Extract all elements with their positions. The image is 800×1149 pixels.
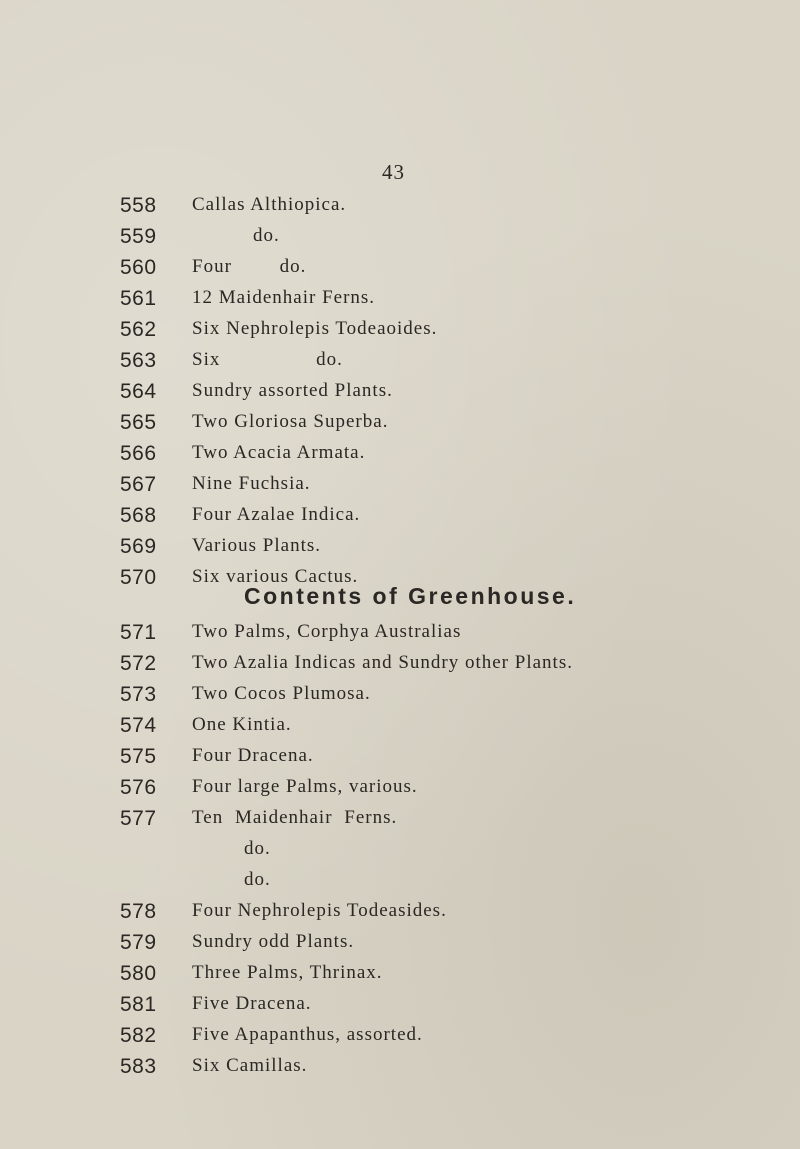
lot-description: Sundry odd Plants. <box>192 931 355 952</box>
lot-description: Four do. <box>192 256 307 277</box>
lot-row <box>0 838 800 868</box>
lot-description: do. <box>253 225 280 246</box>
lot-number: 562 <box>120 318 157 341</box>
lot-description: Two Cocos Plumosa. <box>192 683 371 704</box>
lot-number: 565 <box>120 411 157 434</box>
lot-description: Sundry assorted Plants. <box>192 380 393 401</box>
lot-row <box>0 714 800 744</box>
lot-description: do. <box>244 869 271 890</box>
lot-row <box>0 869 800 899</box>
lot-number: 570 <box>120 566 157 589</box>
lot-row <box>0 194 800 224</box>
lot-number: 575 <box>120 745 157 768</box>
lot-description: Two Acacia Armata. <box>192 442 366 463</box>
lot-description: Four Dracena. <box>192 745 314 766</box>
lot-description: One Kintia. <box>192 714 292 735</box>
lot-number: 580 <box>120 962 157 985</box>
lot-row <box>0 442 800 472</box>
lot-description: Various Plants. <box>192 535 321 556</box>
lot-row <box>0 318 800 348</box>
lot-description: Ten Maidenhair Ferns. <box>192 807 398 828</box>
section-heading: Contents of Greenhouse. <box>244 583 577 609</box>
lot-number: 573 <box>120 683 157 706</box>
lot-description: Four Nephrolepis Todeasides. <box>192 900 447 921</box>
lot-row <box>0 380 800 410</box>
lot-description: Six do. <box>192 349 343 370</box>
lot-row <box>0 621 800 651</box>
lot-number: 576 <box>120 776 157 799</box>
lot-row <box>0 411 800 441</box>
lot-number: 581 <box>120 993 157 1016</box>
page-number: 43 <box>382 160 405 184</box>
lot-description: Six various Cactus. <box>192 566 359 587</box>
lot-row <box>0 256 800 286</box>
lot-number: 582 <box>120 1024 157 1047</box>
lot-row <box>0 931 800 961</box>
lot-row <box>0 776 800 806</box>
lot-row <box>0 745 800 775</box>
lot-description: Nine Fuchsia. <box>192 473 311 494</box>
lot-description: do. <box>244 838 271 859</box>
lot-row <box>0 683 800 713</box>
lot-row <box>0 504 800 534</box>
lot-row <box>0 287 800 317</box>
lot-number: 559 <box>120 225 157 248</box>
lot-number: 567 <box>120 473 157 496</box>
lot-number: 574 <box>120 714 157 737</box>
lot-row <box>0 225 800 255</box>
lot-description: Five Apapanthus, assorted. <box>192 1024 423 1045</box>
lot-number: 571 <box>120 621 157 644</box>
lot-description: Two Palms, Corphya Australias <box>192 621 462 642</box>
lot-row <box>0 652 800 682</box>
lot-description: Five Dracena. <box>192 993 312 1014</box>
lot-row <box>0 993 800 1023</box>
lot-number: 568 <box>120 504 157 527</box>
lot-number: 558 <box>120 194 157 217</box>
lot-number: 572 <box>120 652 157 675</box>
lot-number: 560 <box>120 256 157 279</box>
lot-number: 563 <box>120 349 157 372</box>
lot-row <box>0 535 800 565</box>
lot-number: 578 <box>120 900 157 923</box>
lot-description: Four Azalae Indica. <box>192 504 361 525</box>
lot-number: 577 <box>120 807 157 830</box>
lot-number: 569 <box>120 535 157 558</box>
lot-number: 583 <box>120 1055 157 1078</box>
lot-description: Four large Palms, various. <box>192 776 418 797</box>
lot-row <box>0 349 800 379</box>
lot-row <box>0 962 800 992</box>
lot-description: Three Palms, Thrinax. <box>192 962 383 983</box>
lot-description: Six Camillas. <box>192 1055 308 1076</box>
lot-row <box>0 473 800 503</box>
lot-number: 561 <box>120 287 157 310</box>
lot-description: Six Nephrolepis Todeaoides. <box>192 318 438 339</box>
lot-row <box>0 807 800 837</box>
lot-number: 564 <box>120 380 157 403</box>
lot-row <box>0 1055 800 1085</box>
lot-description: Two Azalia Indicas and Sundry other Plants. <box>192 652 573 673</box>
lot-row <box>0 1024 800 1054</box>
lot-description: 12 Maidenhair Ferns. <box>192 287 376 308</box>
lot-description: Two Gloriosa Superba. <box>192 411 389 432</box>
lot-row <box>0 900 800 930</box>
lot-number: 566 <box>120 442 157 465</box>
lot-description: Callas Althiopica. <box>192 194 347 215</box>
lot-number: 579 <box>120 931 157 954</box>
